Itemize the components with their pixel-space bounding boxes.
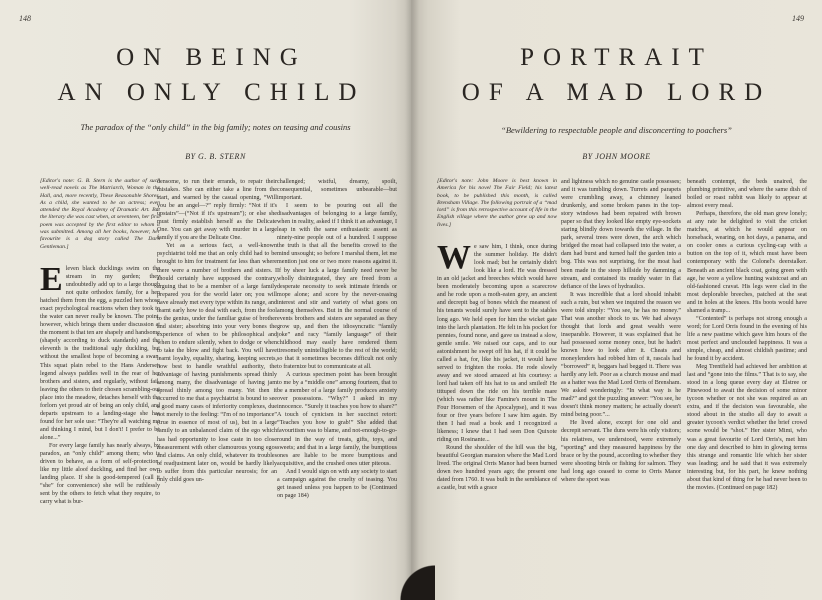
paragraph: and lightness which no genuine castle possesses; and it was tumbling down. Turrets and parapets were crumbling away, a chimney leaned drunkenly, and some broken panes in the top-story windows had been repaired with brown paper so that they looked like empty eye-sockets staring blindly down towards the village. In the park, several trees were down, the arch which bridged the moat had collapsed into the water, a dam had burst and turned half the garden into a bog. This was not surprising, for the moat had been made in the steep hillside by damming a stream, and contained its muddy water in flat defiance of the laws of hydraulics. (561, 179, 681, 290)
byline: BY G. B. STERN (185, 152, 246, 161)
paragraph: He lived alone, except for one old and decrepit servant. The duns were his only visitors; his relatives, we understood, were extremely “sporting” and they measured happiness by the brace or by the pound, according to whether they were shooting birds or fishing for salmon. They had long ago ceased to come to Orris Manor where the sport was (561, 420, 681, 483)
text-column (40, 178, 160, 506)
text-column (687, 178, 807, 492)
title-line: OF A MAD LORD (461, 79, 772, 106)
paragraph: challenged; wistful, dreamy, spoilt, consequential, sometimes unbearable—but important. (277, 179, 397, 202)
paragraph: Yet as a serious fact, a well-known psychiatrist told me that an only child had to be brought to him for treatment far less than where there were a number of brothers and sisters. I should certainly have supposed the contrary, arguing that to be a member of a large family prepared you for the world later on; you will have already met every type within its range, and learnt early how to deal with each, from the fool to the genius, under the familiar guise of brother and sister; absorbing into your very bones the experience of when to be philosophical and when to endure silently, when to dodge or when to take the blow and fight back. You will have learnt loyalty, equality, sharing, keeping secrets, how best to handle wrathful authority, the advantage of having punishments spread thinly among many, the disadvantage of having jam spread thinly among too many. Yet then it occurred to me that a psychiatrist is bound to see a good many cases of inferiority complexes, due not merely to the feeling: “I'm of no importance” (true in essence of most of us), but in a large family to an unbalanced claim of the ego which has had opportunity to lose caste in too close measurement with other clamourous young egos and claims. An only child, whatever its troubles of readjustment later on, would be hardly likely to suffer from this particular neurosis; for an only child goes un- (157, 243, 277, 483)
title-line: AN ONLY CHILD (57, 79, 366, 106)
paragraph: A curious specimen point has been brought to me by a “middle one” among fourteen, that to be a member of a large family produces anxiety over possessions. “Why?” I asked in my innocence. “Surely it teaches you how to share?” A touch of cynicism in her succinct retort: “Teaches you how to grab!” She added that favouritism was to blame, and not-enough-to-go-round in the way of treats, gifts, toys, and sweets; and that in a large family, the bumptious ones are liable to be more bumptious and acquisitive, and the crushed ones utter piteous. (277, 372, 397, 467)
page-number: 148 (19, 14, 31, 23)
paragraph: It was incredible that a lord should inhabit such a ruin, but when we inquired the reason we were told simply: “You see, he has no money.” That was another shock to us. We had always thought that lords and great wealth were inseparable. However, it was explained that he had possessed some money once, but he hadn't known how to look after it. Cheats and moneylenders had robbed him of it, rascals had “borrowed” it, beggars had begged it. There was hardly any left. Poor as a church mouse and mad as a hatter was the Mad Lord Orris of Brensham. We asked wonderingly: “In what way is he mad?” and got the puzzling answer: “You see, he doesn't think money matters; he actually doesn't mind being poor.”... (561, 291, 681, 419)
paragraph: beneath contempt, the beds unaired, the plumbing primitive, and where the same dish of boiled or roast rabbit was likely to appear at almost every meal. (687, 179, 807, 210)
paragraph: Perhaps, therefore, the old man grew lonely; at any rate he delighted to visit the cricket matches, at which he would appear on horseback, wearing, on hot days, a panama, and on cooler ones a curious cycling-cap with a button on the top of it, which must have been contemporary with the Colonel's deerstalker. Beneath an ancient black coat, going green with age, he wore a yellow hunting waistcoat and an old-fashioned cravat. His legs were clad in the most deplorable breeches, patched at the seat and in holes at the knees. His boots would have shamed a tramp... (687, 211, 807, 314)
paragraph: We saw him, I think, once during the summer holiday. He didn't look mad; but he certainly didn't look like a lord. He was dressed in an old jacket and breeches which would have been moderately becoming upon a scarecrow and he rode upon a moth-eaten grey, an ancient and decrepit bag of bones which the meanest of his tenants would surely have sent to the stables long ago. We held open for him the wicket gate into the larch plantation. He felt in his pocket for pennies, found none, and gave us instead a slow, gentle smile. We raised our caps, and to our astonishment he swept off his hat, if it could be called a hat, for, like his jacket, it would have served to frighten the rooks. He rode slowly away and we stood amazed at his courtesy: a lord had taken off his hat to us and smiled! He tittuped down the ride on his terrible mare (which was rather like Famine's mount in The Four Horsemen of the Apocalypse), and it was four or five years before I saw him again. By then I had read a book and I recognized a likeness; I knew that I had seen Don Quixote riding on Rosinante... (437, 239, 557, 444)
paragraph: And I would sign on with any society to start a campaign against the cruelty of teasing. You get teased unless you happen to be (Continued on page 184) (277, 468, 397, 499)
editor-note: [Editor's note: G. B. Stern is the author of such well-read novels as The Matriarch, Woman in the Hall, and, more recently, These Reasonable Shores. As a child, she wanted to be an actress; even attended the Royal Academy of Dramatic Art. But the literary die was cast when, at seventeen, her first poem was accepted by the first editor to whom it was submitted. Among all her books, however, her favourite is a dog story called The Dark Gentleman.] (40, 178, 160, 250)
paragraph: Meg Trentfield had achieved her ambition at last and “gone into the films.” That is to say, she stood in a long queue every day at Elstree or Pinewood to await the decision of some minor tycoon whether or not she was required as an extra, and if the decision was favourable, she stood about in the studio all day to await a greater tycoon's verdict whether the brief crowd scene would be “shot.” Her sister Mimi, who was a great favourite of Lord Orris's, met him one day and described to him in glowing terms this strange and romantic life which her sister was leading; and he said that it was extremely interesting but, for his part, he knew nothing about that kind of thing for he had never been to the movies. (Continued on page 182) (687, 364, 807, 491)
article-title (411, 40, 822, 110)
right-page (411, 0, 822, 600)
text-column (157, 178, 277, 484)
page-number: 149 (792, 14, 804, 23)
article-deck: The paradox of the “only child” in the big family; notes on teasing and cousins (80, 122, 351, 132)
article-title (0, 40, 411, 110)
paragraph: densome, to run their errands, to repair their mistakes. She can either take a line from the start, and warned by the casual opening, “Will you be an angel—?” reply firmly: “Not if it's upstairs”—(“Not if it's upstream”); or else she must firmly establish herself as the Delicate One. You can get away with murder in a large family if you are the Delicate One. (157, 179, 277, 242)
drop-cap: E (40, 260, 63, 298)
title-line: ON BEING (116, 44, 307, 71)
paragraph: Round the shoulder of the hill was the big, beautiful Georgian mansion where the Mad Lord lived. The original Orris Manor had been burned down two hundred years ago; the present one dated from 1760. It was built in the semblance of a castle, but with a grace (437, 445, 557, 492)
article-deck: “Bewildering to respectable people and disconcerting to poachers” (501, 125, 732, 135)
gutter-shadow (405, 0, 419, 600)
paragraph: For every large family has nearly always, by paradox, an “only child” among them; who is driven to behave, as a form of self-protection, like my little aloof duckling, and find her own landing place. If she is good-tempered (call it “she” for convenience) she will be ruthlessly sent by the others to fetch what they require, to carry what is bur- (40, 443, 160, 506)
binding-corner (395, 560, 435, 600)
editor-note: [Editor's note: John Moore is best known in America for his novel The Fair Field; his latest book, to be published this month, is called Brensham Village. The following portrait of a “mad lord” is from this retrospective account of life in the English village where the author grew up and now lives.] (437, 178, 557, 228)
drop-cap: W (437, 239, 471, 277)
paragraph: “Contented” is perhaps not strong enough a word; for Lord Orris found in the evening of his life a new pastime which gave him hours of the most perfect and unclouded happiness. It was a simple, cheap, and almost childish pastime; and he found it by accident. (687, 315, 807, 363)
text-column (437, 178, 557, 493)
paragraph: I seem to be pouring out all the disadvantages of belonging to a large family, when in reality, asked if I think it an advantage, I leap in with the same enthusiastic assent as ninety-nine people out of a hundred. I suppose the truth is that all the benefits crowd to the mind unsought; so before I marshal them, let me mention just one or two more reasons against it. If by sheer luck a large family need never be wholly disintegrated, they are freed from a desperate necessity to seek intimate friends or mope alone; and score by the never-ceasing interest and stir and variety of what goes on among themselves. But in the normal course of events brothers and sisters are separated as they grow up, and then the idiosyncratic “family joke” and racy “family language” of their childhood may easily have rendered them tiresomely unintelligible to the rest of the world; so that it sometimes becomes difficult not only to fraternize but to communicate at all. (277, 203, 397, 371)
title-line: PORTRAIT (520, 44, 713, 71)
byline: BY JOHN MOORE (582, 152, 651, 161)
text-column (561, 178, 681, 484)
paragraph: Eleven black ducklings swim on the stream in my garden; they undoubtedly add up to a large though not quite orthodox family, for a hen hatched them from the egg, a puzzled hen whose exact psychological reactions when they took to the water can never really be known. The point, however, which brings them under discussion at the moment is that ten are shapely and handsome (shapely according to duck standards) and the eleventh is the traditional ugly duckling, but without the smallest hope of becoming a swan. This squat plain rebel to the Hans Andersen legend always paddles well in the rear of her brothers and sisters, and regularly, without fail, leaving the others to their chosen scrambling-out place into the meadow, detaches herself with the forlorn yet proud air of being an only child, and departs upstream to a landing-stage she has found for her sole use: “They're all watching me and thinking I mind, but I don't! I prefer to be alone...” (40, 260, 160, 441)
text-column (277, 178, 397, 500)
